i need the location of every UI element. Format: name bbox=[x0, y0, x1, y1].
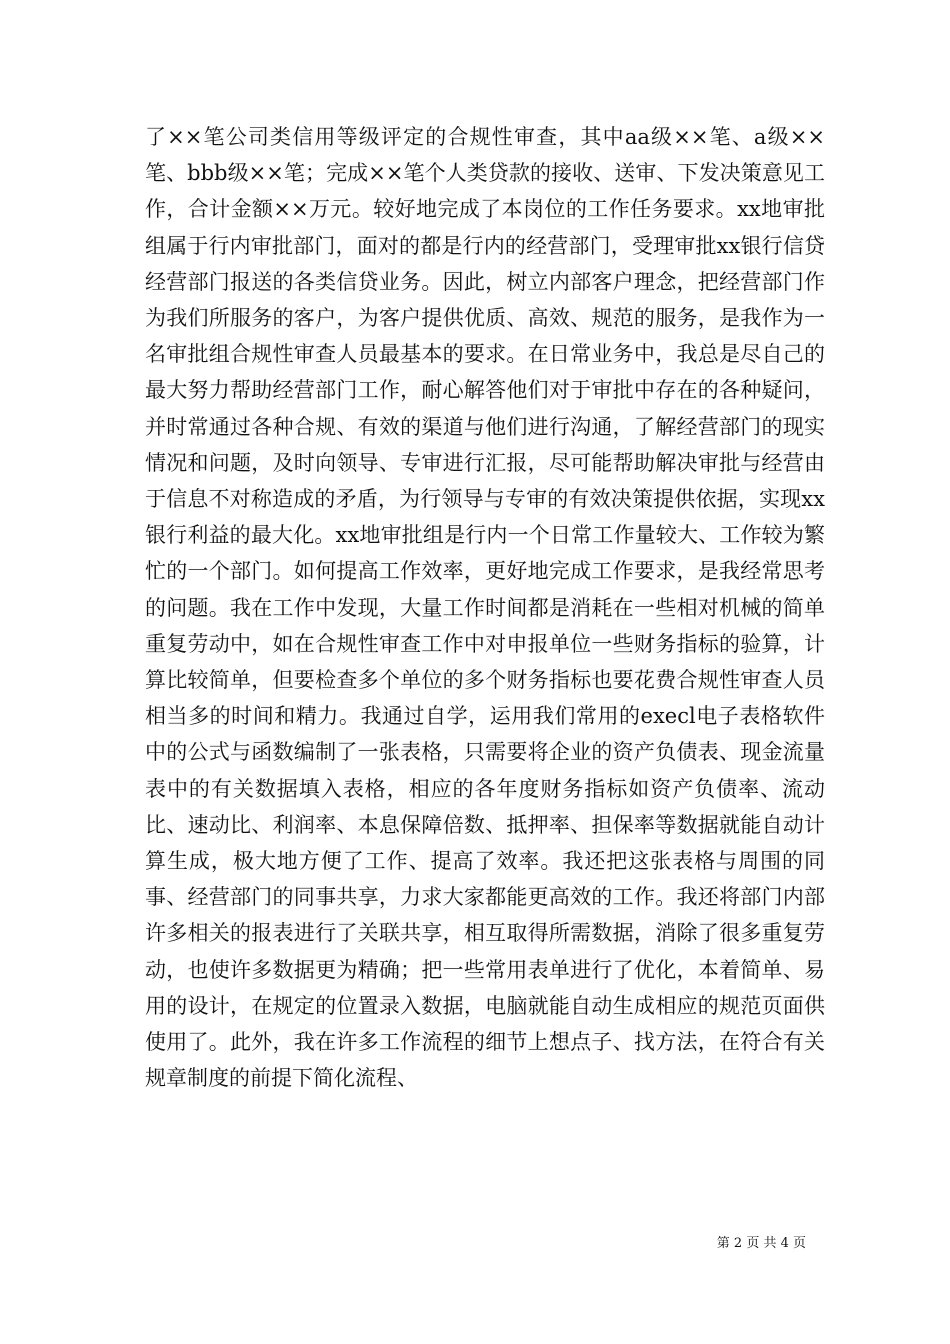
page-number: 第 2 页 共 4 页 bbox=[716, 1236, 806, 1251]
body-paragraph: 了××笔公司类信用等级评定的合规性审查，其中aa级××笔、a级××笔、bbb级××笔；完成××笔个人类贷款的接收、送审、下发决策意见工作，合计金额××万元。较好地完成了本岗位的工作任务要求。xx地审批组属于行内审批部门，面对的都是行内的经营部门，受理审批xx银行信贷经营部门报送的各类信贷业务。因此，树立内部客户理念，把经营部门作为我们所服务的客户，为客户提供优质、高效、规范的服务，是我作为一名审批组合规性审查人员最基本的要求。在日常业务中，我总是尽自己的最大努力帮助经营部门工作，耐心解答他们对于审批中存在的各种疑问，并时常通过各种合规、有效的渠道与他们进行沟通，了解经营部门的现实情况和问题，及时向领导、专审进行汇报，尽可能帮助解决审批与经营由于信息不对称造成的矛盾，为行领导与专审的有效决策提供依据，实现xx银行利益的最大化。xx地审批组是行内一个日常工作量较大、工作较为繁忙的一个部门。如何提高工作效率，更好地完成工作要求，是我经常思考的问题。我在工作中发现，大量工作时间都是消耗在一些相对机械的简单重复劳动中，如在合规性审查工作中对申报单位一些财务指标的验算，计算比较简单，但要检查多个单位的多个财务指标也要花费合规性审查人员相当多的时间和精力。我通过自学，运用我们常用的execl电子表格软件中的公式与函数编制了一张表格，只需要将企业的资产负债表、现金流量表中的有关数据填入表格，相应的各年度财务指标如资产负债率、流动比、速动比、利润率、本息保障倍数、抵押率、担保率等数据就能自动计算生成，极大地方便了工作、提高了效率。我还把这张表格与周围的同事、经营部门的同事共享，力求大家都能更高效的工作。我还将部门内部许多相关的报表进行了关联共享，相互取得所需数据，消除了很多重复劳动，也使许多数据更为精确；把一些常用表单进行了优化，本着简单、易用的设计，在规定的位置录入数据，电脑就能自动生成相应的规范页面供使用了。此外，我在许多工作流程的细节上想点子、找方法，在符合有关规章制度的前提下简化流程、 bbox=[145, 125, 825, 1091]
